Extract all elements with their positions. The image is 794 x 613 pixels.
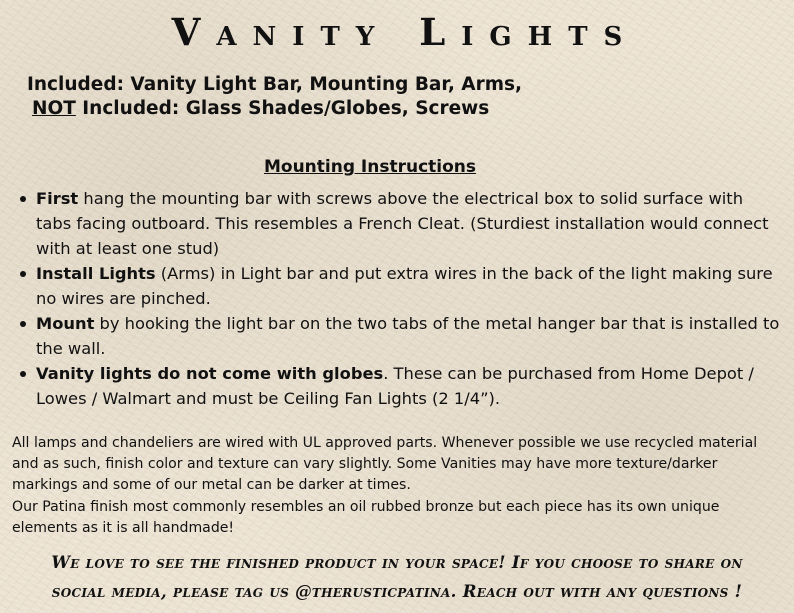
not-included-list: Included: Glass Shades/Globes, Screws (75, 98, 490, 119)
closing-message (0, 548, 794, 606)
not-included-items (32, 97, 489, 121)
step-text: . These can be purchased from Home Depot / Lowes / Walmart and must be Ceiling Fan Lights (2 1/4”). (36, 364, 754, 408)
step-lead: Vanity lights do not come with globes (36, 364, 384, 383)
step-lead: Install Lights (36, 264, 156, 283)
step-lead: First (36, 189, 79, 208)
step-lead: Mount (36, 314, 95, 333)
instruction-step-mount (16, 311, 781, 361)
step-text: hang the mounting bar with screws above the electrical box to solid surface with tabs facing outboard. This resembles a French Cleat. (Sturdiest installation would connect with at least one stud) (36, 189, 769, 258)
wiring-note: All lamps and chandeliers are wired with UL approved parts. Whenever possible we use recycled material and as such, finish color and texture can vary slightly. Some Vanities may have more texture/darker markings and some of our metal can be darker at times. (12, 435, 758, 493)
page-title: Vanity Lights (171, 10, 639, 54)
not-emphasis: NOT (32, 98, 76, 119)
instruction-list (16, 186, 781, 411)
patina-note: Our Patina finish most commonly resembles an oil rubbed bronze but each piece has its own unique elements as it is all handmade! (12, 499, 720, 536)
step-text: (Arms) in Light bar and put extra wires in the back of the light making sure no wires are pinched. (36, 264, 773, 308)
closing-line-2: social media, please tag us @therusticpatina. Reach out with any questions ! (51, 582, 743, 601)
mounting-instructions-heading: Mounting Instructions (263, 157, 477, 177)
instruction-step-install-lights (16, 261, 781, 311)
instruction-step-first (16, 186, 781, 261)
closing-line-1: We love to see the finished product in your space! If you choose to share on (51, 553, 743, 572)
step-text: by hooking the light bar on the two tabs of the metal hanger bar that is installed to the wall. (36, 314, 780, 358)
instruction-step-globes (16, 361, 781, 411)
included-items: Included: Vanity Light Bar, Mounting Bar, Arms, (27, 74, 523, 95)
